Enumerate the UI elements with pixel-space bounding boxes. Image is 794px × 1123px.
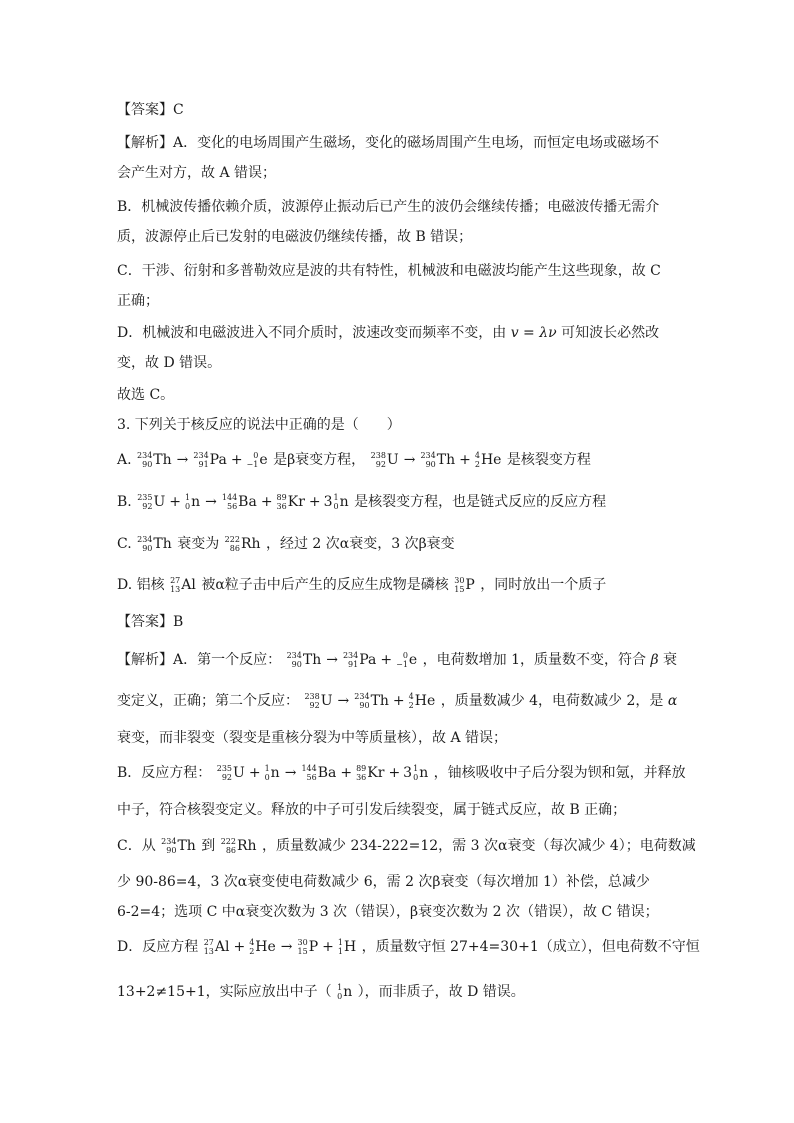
text-segment: ，电荷数增加 1，质量数不变，符合 bbox=[422, 652, 647, 668]
alpha-symbol: α bbox=[667, 693, 678, 709]
element-symbol: U bbox=[153, 494, 166, 510]
analysis-line bbox=[117, 691, 677, 711]
text-segment: ，同时放出一个质子 bbox=[480, 577, 607, 593]
mass-number: 234 bbox=[342, 651, 359, 660]
text-segment: ，经过 2 次α衰变，3 次β衰变 bbox=[265, 536, 455, 552]
analysis-line: 质，波源停止后已发射的电磁波仍继续传播，故 B 错误； bbox=[117, 229, 473, 245]
atomic-number: −1 bbox=[396, 660, 408, 669]
nuclide-u238 bbox=[304, 691, 332, 711]
text-segment: C．从 bbox=[117, 838, 156, 854]
analysis-line bbox=[117, 763, 686, 783]
mass-number: 222 bbox=[220, 837, 236, 846]
atomic-number: −1 bbox=[246, 460, 259, 469]
mass-number: 1 bbox=[413, 764, 419, 773]
element-symbol: P bbox=[465, 577, 475, 593]
element-symbol: Rh bbox=[237, 838, 257, 854]
mass-number: 0 bbox=[402, 651, 408, 660]
atomic-number: 56 bbox=[226, 502, 238, 511]
nuclide-electron bbox=[396, 650, 417, 670]
atomic-number: 90 bbox=[142, 544, 153, 553]
mass-number: 222 bbox=[224, 535, 240, 544]
mass-number: 89 bbox=[356, 764, 367, 773]
element-symbol: e bbox=[408, 652, 418, 668]
nuclide-neutron bbox=[413, 763, 428, 783]
option-label: B. bbox=[117, 494, 132, 510]
question-3-stem: 3. 下列关于核反应的说法中正确的是（ ） bbox=[117, 417, 401, 433]
option-label: C. bbox=[117, 536, 132, 552]
analysis-line bbox=[117, 836, 696, 856]
beta-symbol: β bbox=[650, 652, 659, 668]
element-symbol: Ba bbox=[317, 765, 337, 781]
reaction-arrow: → bbox=[284, 765, 297, 781]
element-symbol: n bbox=[339, 494, 349, 510]
nuclide-th234 bbox=[287, 650, 322, 670]
mass-number: 30 bbox=[297, 938, 308, 947]
nuclide-th234 bbox=[420, 450, 455, 470]
mass-number: 89 bbox=[276, 493, 287, 502]
nuclide-neutron bbox=[265, 763, 280, 783]
plus-sign: + bbox=[248, 765, 261, 781]
text-segment: D．机械波和电磁波进入不同介质时，波速改变而频率不变，由 bbox=[117, 325, 507, 341]
nuclide-he4 bbox=[249, 937, 276, 957]
element-symbol: Th bbox=[153, 452, 172, 468]
element-symbol: Th bbox=[370, 693, 389, 709]
atomic-number: 15 bbox=[454, 585, 465, 594]
atomic-number: 0 bbox=[333, 502, 339, 511]
atomic-number: 2 bbox=[474, 460, 480, 469]
reaction-arrow: → bbox=[326, 652, 338, 668]
analysis-line bbox=[117, 323, 659, 343]
nuclide-th234 bbox=[137, 450, 172, 470]
atomic-number: 56 bbox=[306, 773, 317, 782]
atomic-number: 1 bbox=[337, 947, 343, 956]
nuclide-th234 bbox=[354, 691, 389, 711]
mass-number: 27 bbox=[203, 938, 214, 947]
text-segment: 衰 bbox=[663, 652, 678, 668]
text-segment: D. 铝核 bbox=[117, 577, 165, 593]
text-segment: ，质量数减少 234-222=12，需 3 次α衰变（每次减少 4）；电荷数减 bbox=[262, 838, 696, 854]
reaction-arrow: → bbox=[280, 939, 293, 955]
nuclide-rh222 bbox=[221, 836, 257, 856]
text-segment: 13+2≠15+1，实际应放出中子（ bbox=[117, 984, 332, 1000]
reaction-arrow: → bbox=[403, 452, 416, 468]
mass-number: 238 bbox=[304, 692, 320, 701]
answer-label-1: 【答案】C bbox=[117, 102, 184, 118]
nuclide-he4 bbox=[409, 691, 436, 711]
mass-number: 1 bbox=[185, 493, 191, 502]
nuclide-neutron bbox=[334, 492, 349, 512]
nuclide-p30 bbox=[298, 937, 319, 957]
mass-number: 144 bbox=[301, 764, 317, 773]
mass-number: 234 bbox=[193, 451, 209, 460]
element-symbol: n bbox=[270, 765, 280, 781]
atomic-number: 0 bbox=[337, 992, 343, 1001]
mass-number: 1 bbox=[337, 938, 343, 947]
text-segment: 变定义，正确；第二个反应： bbox=[117, 693, 299, 709]
element-symbol: Pa bbox=[209, 452, 227, 468]
element-symbol: U bbox=[386, 452, 399, 468]
mass-number: 4 bbox=[408, 692, 414, 701]
atomic-number: 92 bbox=[142, 502, 153, 511]
mass-number: 30 bbox=[454, 576, 465, 585]
mass-number: 4 bbox=[249, 938, 255, 947]
mass-number: 234 bbox=[137, 535, 153, 544]
nuclide-kr89 bbox=[356, 763, 384, 783]
element-symbol: Th bbox=[153, 536, 172, 552]
nuclide-al27 bbox=[204, 937, 230, 957]
mass-number: 238 bbox=[370, 451, 386, 460]
element-symbol: Kr bbox=[367, 765, 385, 781]
answer-label-2: 【答案】B bbox=[117, 614, 184, 630]
plus-sign: + bbox=[169, 494, 182, 510]
plus-sign: + bbox=[230, 452, 243, 468]
mass-number: 4 bbox=[474, 451, 480, 460]
text-segment: 衰变为 bbox=[177, 536, 220, 552]
coefficient: 3 bbox=[403, 765, 413, 781]
plus-sign: + bbox=[340, 765, 353, 781]
element-symbol: P bbox=[308, 939, 319, 955]
element-symbol: Rh bbox=[240, 536, 261, 552]
mass-number: 234 bbox=[137, 451, 153, 460]
text-segment: 到 bbox=[201, 838, 216, 854]
element-symbol: n bbox=[191, 494, 201, 510]
analysis-line: B．机械波传播依赖介质，波源停止振动后已产生的波仍会继续传播；电磁波传播无需介 bbox=[117, 199, 660, 215]
reaction-arrow: → bbox=[176, 452, 189, 468]
element-symbol: H bbox=[343, 939, 357, 955]
mass-number: 234 bbox=[420, 451, 436, 460]
plus-sign: + bbox=[233, 939, 246, 955]
atomic-number: 86 bbox=[225, 846, 236, 855]
nuclide-u235 bbox=[217, 763, 245, 783]
element-symbol: e bbox=[259, 452, 268, 468]
text-segment: ），而非质子，故 D 错误。 bbox=[357, 984, 525, 1000]
nuclide-pa234 bbox=[343, 650, 376, 670]
atomic-number: 90 bbox=[166, 846, 177, 855]
analysis-line bbox=[117, 982, 525, 1002]
atomic-number: 91 bbox=[348, 660, 359, 669]
element-symbol: n bbox=[419, 765, 429, 781]
text-segment: 可知波长必然改 bbox=[561, 325, 660, 341]
mass-number: 0 bbox=[253, 451, 259, 460]
analysis-line: C．干涉、衍射和多普勒效应是波的共有特性，机械波和电磁波均能产生这些现象，故 C bbox=[117, 263, 661, 279]
text-segment: ，质量数守恒 27+4=30+1（成立），但电荷数不守恒 bbox=[361, 939, 700, 955]
nuclide-rh222 bbox=[225, 534, 261, 554]
plus-sign: + bbox=[459, 452, 471, 468]
mass-number: 235 bbox=[137, 493, 153, 502]
text-segment: 【解析】A．第一个反应： bbox=[117, 652, 282, 668]
atomic-number: 90 bbox=[142, 460, 153, 469]
mass-number: 144 bbox=[221, 493, 238, 502]
atomic-number: 0 bbox=[185, 502, 191, 511]
conclusion-line: 故选 C。 bbox=[117, 387, 175, 403]
atomic-number: 90 bbox=[425, 460, 436, 469]
atomic-number: 13 bbox=[203, 947, 214, 956]
coefficient: 3 bbox=[323, 494, 333, 510]
analysis-line: 少 90-86=4，3 次α衰变使电荷数减少 6，需 2 次β衰变（每次增加 1）补偿，总减少 bbox=[117, 874, 650, 890]
nuclide-pa234 bbox=[193, 450, 226, 470]
nuclide-neutron bbox=[337, 982, 352, 1002]
analysis-line: 【解析】A．变化的电场周围产生磁场，变化的磁场周围产生电场，而恒定电场或磁场不 bbox=[117, 135, 660, 151]
nuclide-he4 bbox=[475, 450, 502, 470]
atomic-number: 0 bbox=[413, 773, 419, 782]
atomic-number: 90 bbox=[291, 660, 302, 669]
analysis-line: 会产生对方，故 A 错误； bbox=[117, 165, 277, 181]
element-symbol: He bbox=[480, 452, 502, 468]
text-segment: B．反应方程： bbox=[117, 765, 212, 781]
element-symbol: n bbox=[343, 984, 353, 1000]
atomic-number: 92 bbox=[221, 773, 233, 782]
atomic-number: 0 bbox=[264, 773, 270, 782]
plus-sign: + bbox=[392, 693, 405, 709]
analysis-line: 6-2=4；选项 C 中α衰变次数为 3 次（错误），β衰变次数为 2 次（错误），故 C 错误； bbox=[117, 904, 659, 920]
mass-number: 1 bbox=[333, 493, 339, 502]
text-segment: D．反应方程 bbox=[117, 939, 199, 955]
nuclide-kr89 bbox=[277, 492, 305, 512]
plus-sign: + bbox=[380, 652, 393, 668]
reaction-arrow: → bbox=[337, 693, 350, 709]
analysis-line: 中子，符合核裂变定义。释放的中子可引发后续裂变，属于链式反应，故 B 正确； bbox=[117, 802, 627, 818]
nuclide-electron bbox=[247, 450, 268, 470]
element-symbol: He bbox=[414, 693, 436, 709]
analysis-line bbox=[117, 650, 677, 670]
atomic-number: 91 bbox=[198, 460, 209, 469]
reaction-arrow: → bbox=[205, 494, 217, 510]
atomic-number: 92 bbox=[375, 460, 386, 469]
element-symbol: Th bbox=[436, 452, 456, 468]
nuclide-u235 bbox=[137, 492, 165, 512]
element-symbol: Ba bbox=[238, 494, 257, 510]
element-symbol: Th bbox=[177, 838, 196, 854]
plus-sign: + bbox=[388, 765, 401, 781]
element-symbol: Al bbox=[214, 939, 230, 955]
nuclide-ba144 bbox=[222, 492, 257, 512]
analysis-line bbox=[117, 937, 700, 957]
plus-sign: + bbox=[308, 494, 321, 510]
text-segment: 被α粒子击中后产生的反应生成物是磷核 bbox=[201, 577, 449, 593]
option-d bbox=[117, 575, 606, 595]
mass-number: 235 bbox=[216, 764, 233, 773]
atomic-number: 86 bbox=[229, 544, 240, 553]
atomic-number: 15 bbox=[297, 947, 308, 956]
option-c bbox=[117, 534, 455, 554]
plus-sign: + bbox=[260, 494, 273, 510]
atomic-number: 36 bbox=[276, 502, 287, 511]
atomic-number: 92 bbox=[309, 701, 320, 710]
mass-number: 1 bbox=[337, 983, 343, 992]
text-segment: ，质量数减少 4，电荷数减少 2，是 bbox=[440, 693, 664, 709]
atomic-number: 13 bbox=[170, 585, 181, 594]
atomic-number: 36 bbox=[356, 773, 367, 782]
text-segment: 是核裂变方程，也是链式反应的反应方程 bbox=[354, 494, 607, 510]
wave-equation: v = λν bbox=[510, 325, 557, 341]
mass-number: 234 bbox=[161, 837, 177, 846]
mass-number: 234 bbox=[354, 692, 370, 701]
option-label: A. bbox=[117, 452, 132, 468]
atomic-number: 2 bbox=[249, 947, 255, 956]
plus-sign: + bbox=[322, 939, 334, 955]
analysis-line: 衰变，而非裂变（裂变是重核分裂为中等质量核），故 A 错误； bbox=[117, 730, 508, 746]
element-symbol: Kr bbox=[287, 494, 305, 510]
nuclide-neutron bbox=[185, 492, 200, 512]
mass-number: 1 bbox=[264, 764, 270, 773]
option-b bbox=[117, 492, 606, 512]
nuclide-th234 bbox=[137, 534, 172, 554]
text-segment: 是核裂变方程 bbox=[506, 452, 591, 468]
analysis-line: 正确； bbox=[117, 293, 159, 309]
element-symbol: Pa bbox=[359, 652, 377, 668]
nuclide-al27 bbox=[170, 575, 196, 595]
mass-number: 27 bbox=[170, 576, 181, 585]
nuclide-th234 bbox=[161, 836, 196, 856]
element-symbol: Al bbox=[181, 577, 196, 593]
element-symbol: U bbox=[233, 765, 245, 781]
element-symbol: U bbox=[320, 693, 333, 709]
element-symbol: He bbox=[255, 939, 276, 955]
text-segment: 是β衰变方程， bbox=[273, 452, 366, 468]
nuclide-p30 bbox=[454, 575, 475, 595]
nuclide-h1 bbox=[338, 937, 356, 957]
atomic-number: 2 bbox=[408, 701, 414, 710]
element-symbol: Th bbox=[302, 652, 322, 668]
nuclide-ba144 bbox=[301, 763, 336, 783]
mass-number: 234 bbox=[286, 651, 302, 660]
analysis-line: 变，故 D 错误。 bbox=[117, 355, 222, 371]
option-a bbox=[117, 450, 591, 470]
text-segment: ，铀核吸收中子后分裂为钡和氪，并释放 bbox=[433, 765, 686, 781]
atomic-number: 90 bbox=[359, 701, 370, 710]
nuclide-u238 bbox=[371, 450, 399, 470]
